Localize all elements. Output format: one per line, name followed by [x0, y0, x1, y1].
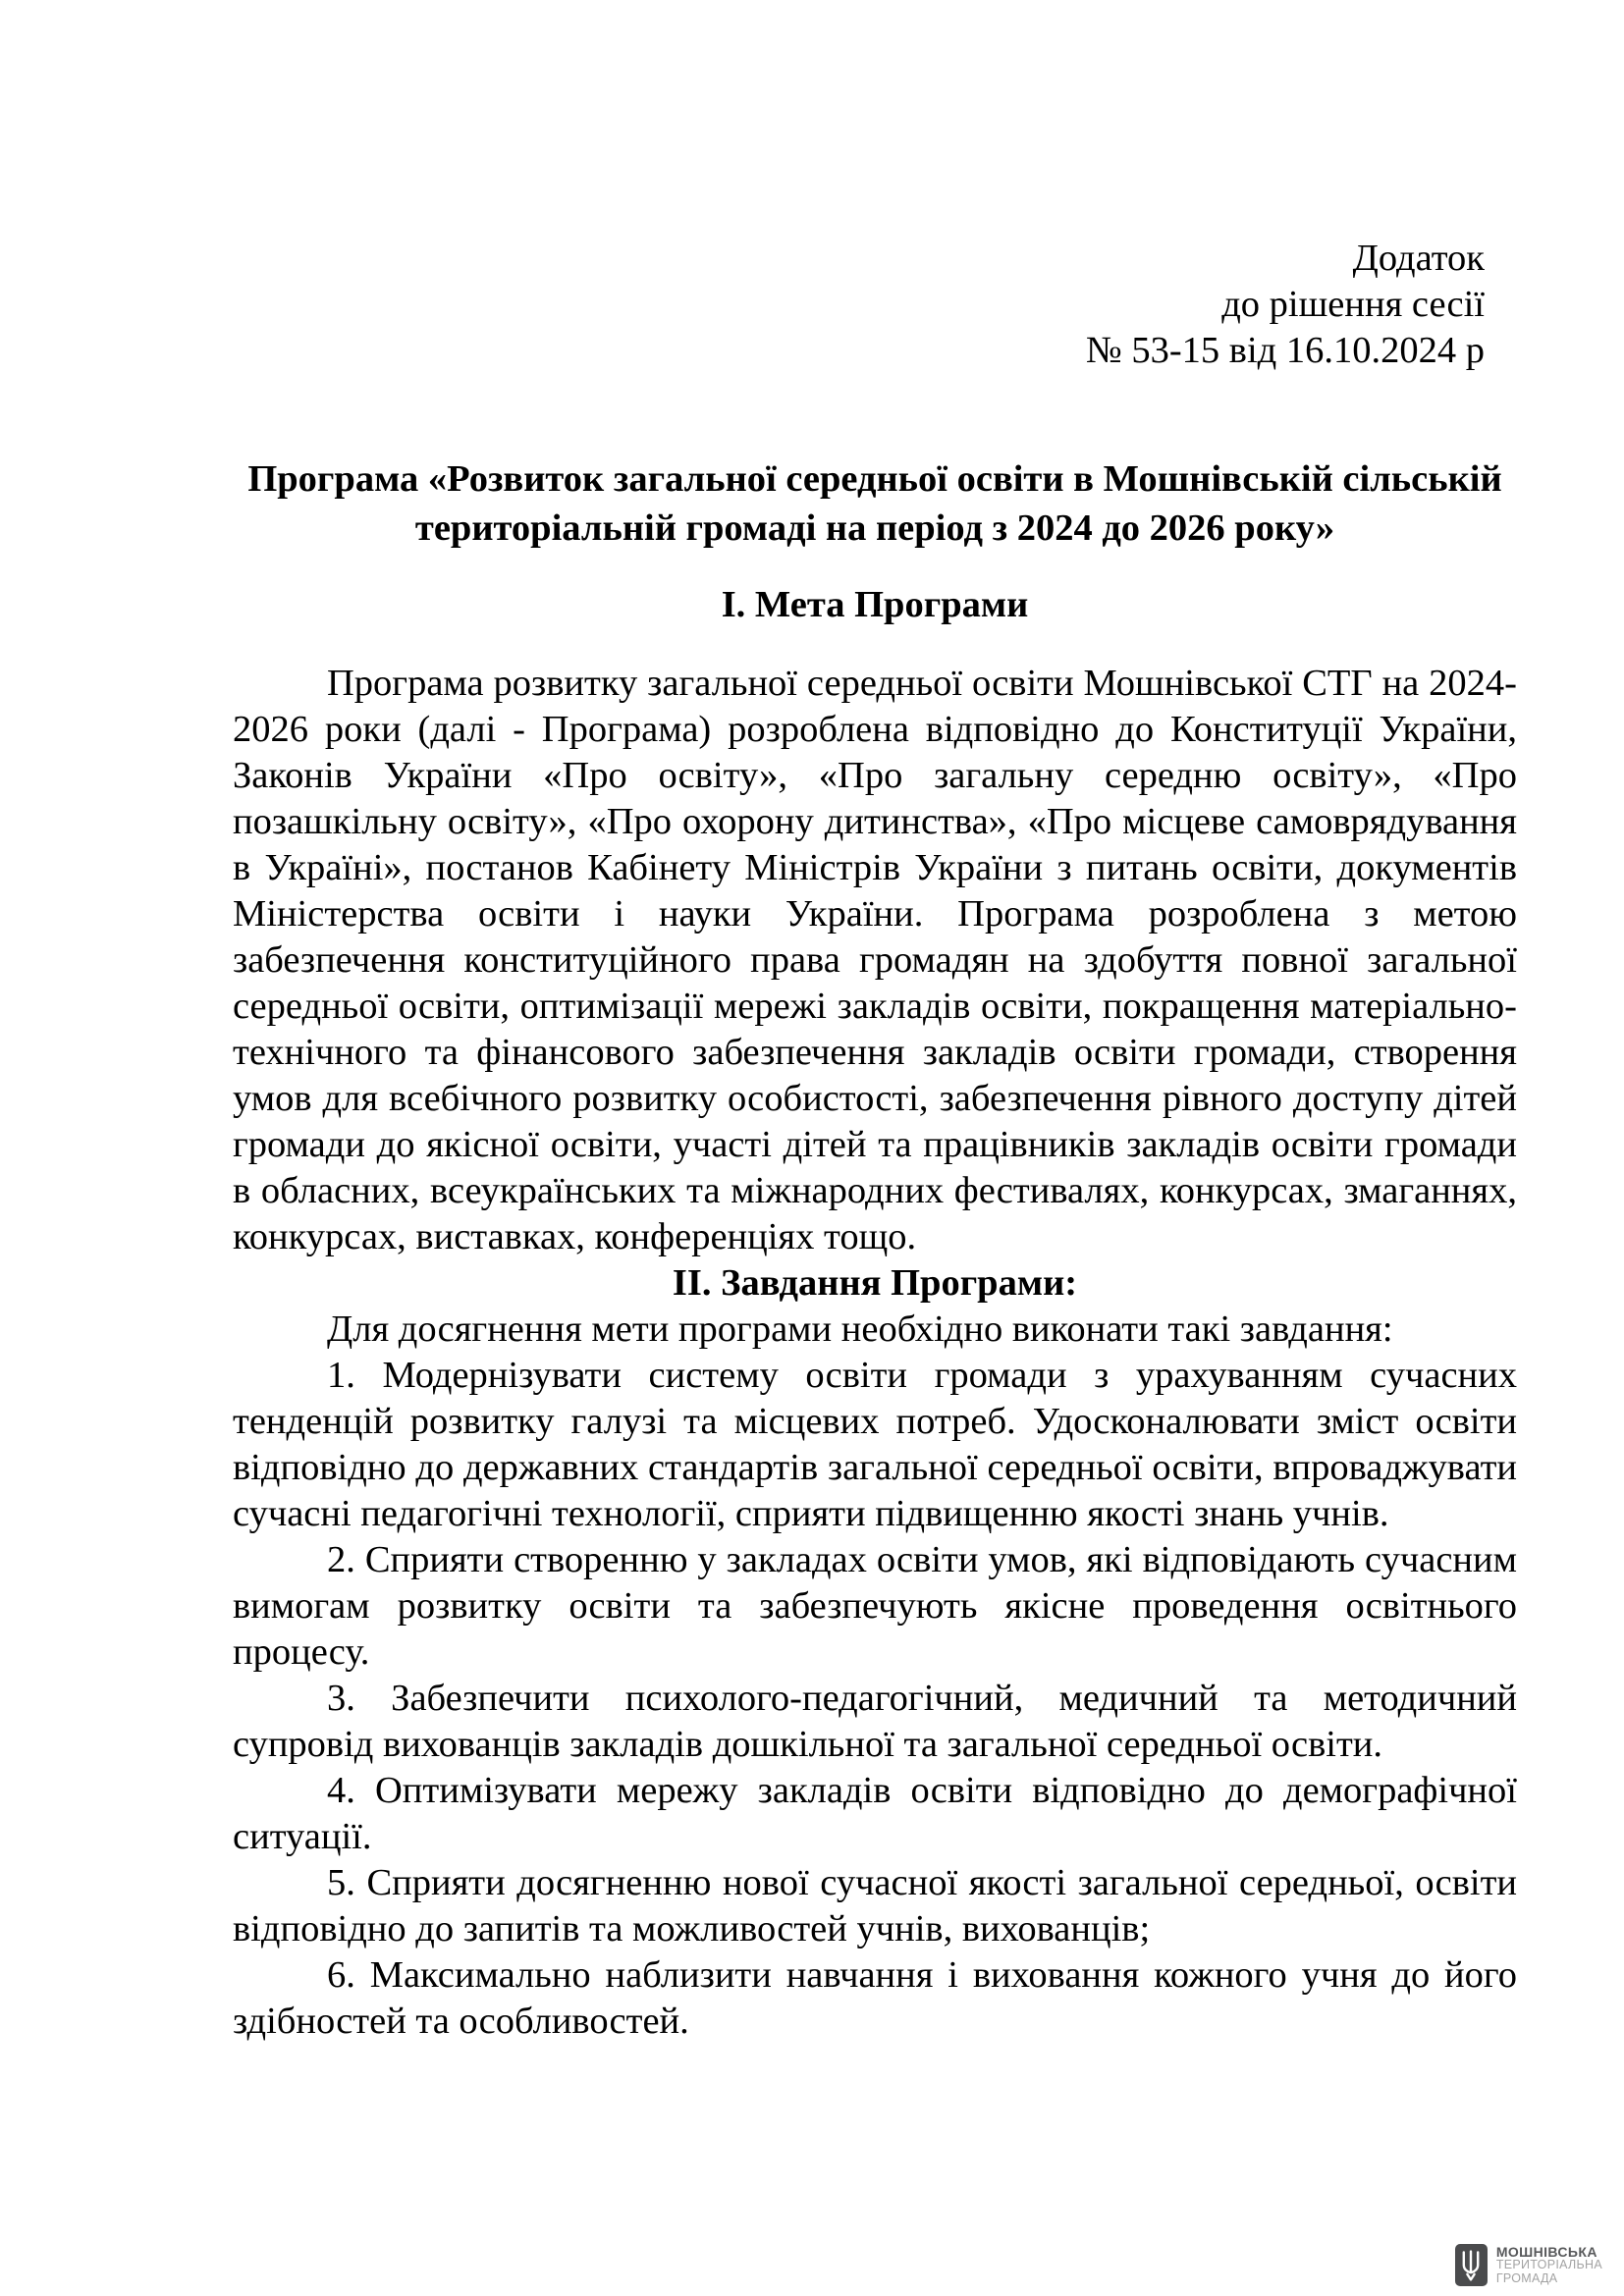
annex-reference — [233, 236, 1517, 374]
task-item-1: 1. Модернізувати систему освіти громади з урахуванням сучасних тенденцій розвитку галузі та місцевих потреб. Удосконалювати зміст освіти відповідно до державних стандартів загальної середньої освіти, впроваджувати сучасні педагогічні технології, сприяти підвищенню якості знань учнів. — [233, 1355, 1517, 1534]
document-title: Програма «Розвиток загальної середньої освіти в Мошнівській сільській територіальній громаді на період з 2024 до 2026 року» — [247, 458, 1502, 549]
community-name: МОШНІВСЬКА — [1495, 2244, 1597, 2260]
section-2-heading: ІІ. Завдання Програми: — [672, 1262, 1078, 1304]
task-item-6: 6. Максимально наблизити навчання і виховання кожного учня до його здібностей та особливостей. — [233, 1954, 1517, 2042]
community-logo-text — [1496, 2245, 1602, 2285]
community-logo — [1455, 2244, 1602, 2286]
task-item-3: 3. Забезпечити психолого-педагогічний, медичний та методичний супровід вихованців закладів дошкільної та загальної середньої освіти. — [233, 1678, 1517, 1765]
task-item-2: 2. Сприяти створенню у закладах освіти умов, які відповідають сучасним вимогам розвитку освіти та забезпечують якісне проведення освітнього процесу. — [233, 1539, 1517, 1673]
task-item-5: 5. Сприяти досягненню нової сучасної якості загальної середньої, освіти відповідно до запитів та можливостей учнів, вихованців; — [233, 1862, 1517, 1949]
section-2-intro: Для досягнення мети програми необхідно виконати такі завдання: — [327, 1308, 1393, 1350]
section-1-heading: І. Мета Програми — [721, 584, 1029, 625]
annex-line-1: Додаток — [1352, 238, 1485, 279]
tryzub-icon — [1455, 2244, 1488, 2286]
community-type-line-1: ТЕРИТОРІАЛЬНА — [1495, 2258, 1602, 2271]
section-1-paragraph: Програма розвитку загальної середньої освіти Мошнівської СТГ на 2024-2026 роки (далі - Програма) розроблена відповідно до Конституції України, Законів України «Про освіту», «Про загальну середню освіту», «Про позашкільну освіту», «Про охорону дитинства», «Про місцеве самоврядування в Україні», постанов Кабінету Міністрів України з питань освіти, документів Міністерства освіти і науки України. Програма розроблена з метою забезпечення конституційного права громадян на здобуття повної загальної середньої освіти, оптимізації мережі закладів освіти, покращення матеріально-технічного та фінансового забезпечення закладів освіти громади, створення умов для всебічного розвитку особистості, забезпечення рівного доступу дітей громади до якісної освіти, участі дітей та працівників закладів освіти громади в обласних, всеукраїнських та міжнародних фестивалях, конкурсах, змаганнях, конкурсах, виставках, конференціях тощо. — [233, 663, 1517, 1257]
annex-line-3: № 53-15 від 16.10.2024 р — [1085, 330, 1485, 371]
annex-line-2: до рішення сесії — [1221, 284, 1485, 325]
community-type-line-2: ГРОМАДА — [1495, 2270, 1558, 2285]
document-content — [233, 0, 1517, 2045]
task-item-4: 4. Оптимізувати мережу закладів освіти відповідно до демографічної ситуації. — [233, 1770, 1517, 1857]
